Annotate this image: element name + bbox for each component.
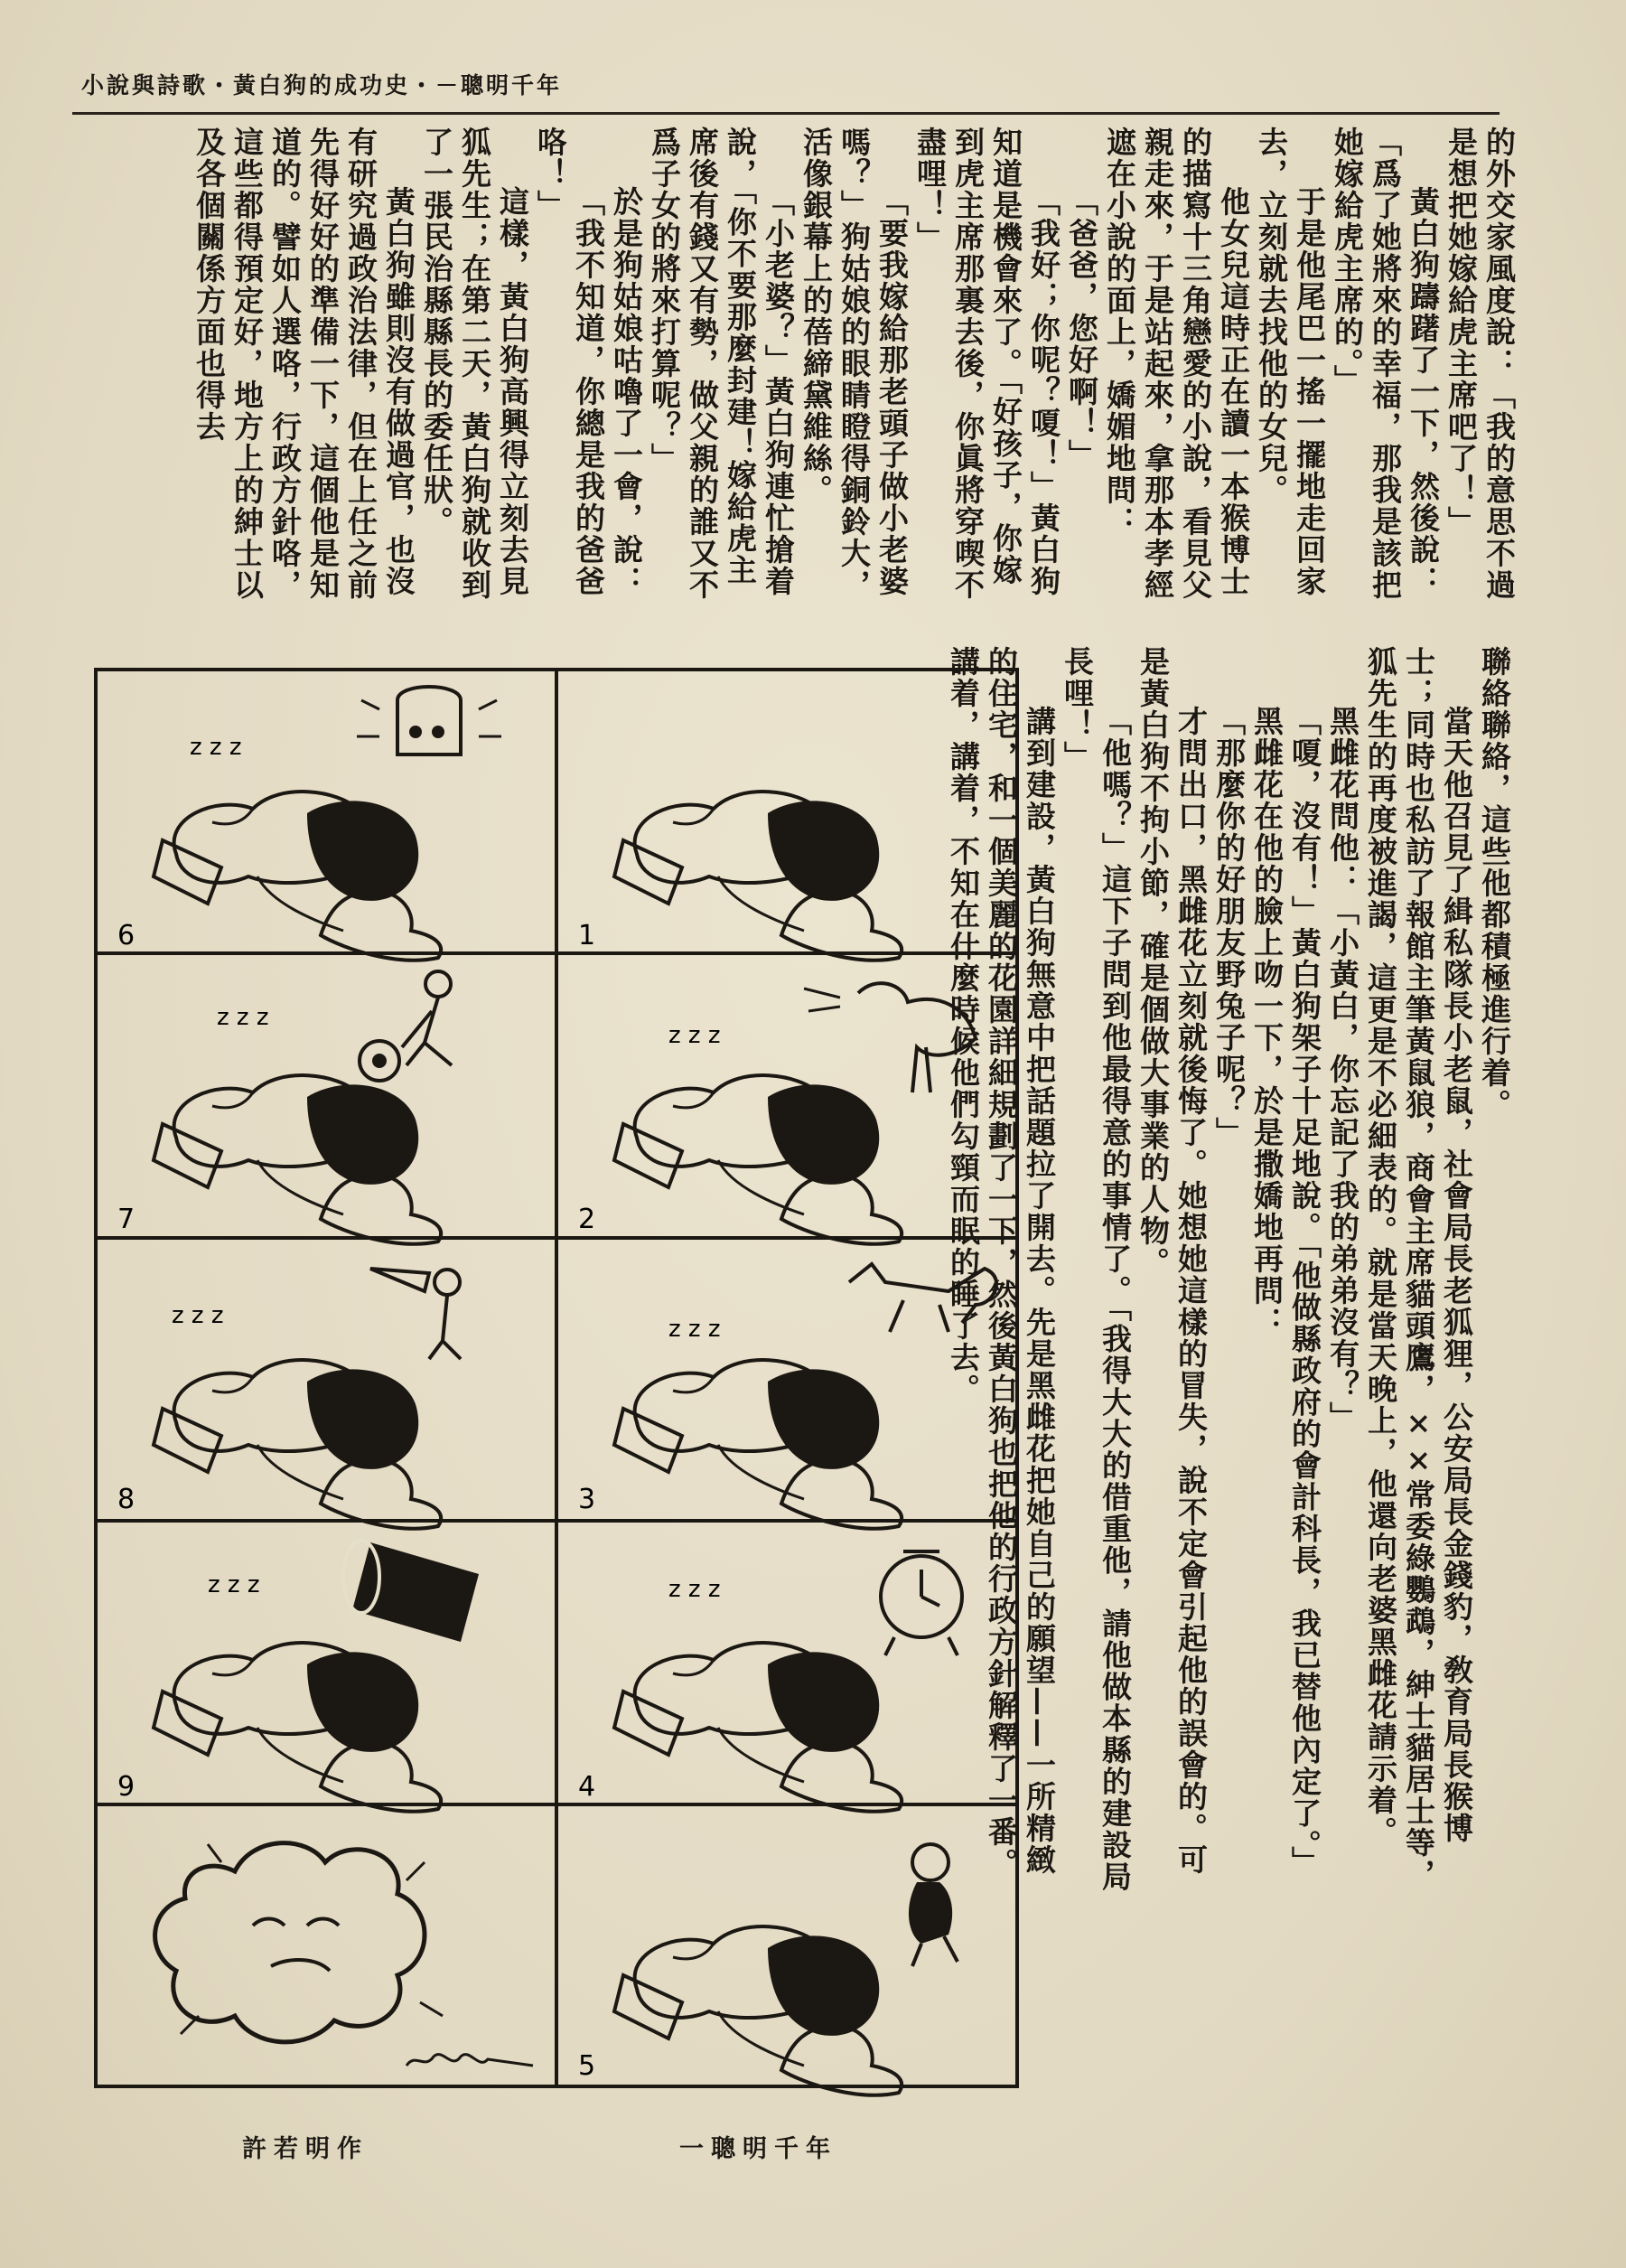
comic-panel-2	[578, 983, 976, 1244]
snore-text: z z z	[208, 1571, 260, 1598]
paragraph: 「我好；你呢？嗄！」黃白狗知道是機會來了。「好孩子，你嫁到虎主席那裏去後，你眞將穿喫不盡哩！」	[912, 127, 1061, 601]
panel-number: 7	[117, 1204, 136, 1235]
snore-text: z z z	[172, 1302, 224, 1329]
footer-credit: 許若明作	[242, 2135, 369, 2163]
paragraph: 黃白狗雖則沒有做過官，也沒有研究過政治法律，但在上任之前先得好好的準備一下，這個他是知道的。譬如人選咯，行政方針咯，這些都得預定好，地方上的紳士以及各個關係方面也得去	[192, 127, 416, 601]
paragraph: 他女兒這時正在讀一本猴博士的描寫十三角戀愛的小說，看見父親走來，于是站起來，拿那本孝經遮在小說的面上，嬌媚地問：	[1102, 127, 1251, 601]
panel-number: 6	[117, 920, 136, 951]
paragraph: 「嗄，沒有！」黃白狗架子十足地說。「他做縣政府的會計科長，我已替他內定了。」	[1287, 706, 1322, 1878]
comic-strip	[90, 664, 1023, 2092]
paragraph: 于是他尾巴一搖一擺地走回家去，立刻就去找他的女兒。	[1254, 127, 1327, 597]
explosion-icon	[155, 1843, 425, 2042]
comic-panel-4	[578, 1551, 962, 1812]
snore-text: z z z	[668, 1316, 721, 1343]
paragraph: 這樣，黃白狗高興得立刻去見狐先生；在第二天，黃白狗就收到了一張民治縣縣長的委任狀。	[419, 127, 530, 601]
snore-text: z z z	[217, 1004, 269, 1031]
paragraph: 才問出口，黑雌花立刻就後悔了。她想她這樣的冒失，說不定會引起他的誤會的。可是黃白狗不拘小節，確是個做大事業的人物。	[1135, 646, 1209, 1876]
comic-panel-8	[117, 1269, 461, 1529]
paragraph: 當天他召見了緝私隊長小老鼠，社會局長老狐狸，公安局長金錢豹，敎育局長猴博士；同時也私訪了報館主筆黃鼠狼，商會主席貓頭鷹，××常委綠鸚鵡，紳士貓居士等，狐先生的再度被進謁，這更是不必細表的。就是當天晚上，他還向老婆黑雌花請示着。	[1363, 646, 1474, 1890]
snore-text: z z z	[190, 734, 242, 761]
dog-icon	[849, 1264, 996, 1332]
comic-panel-9	[117, 1541, 479, 1812]
snore-text: z z z	[668, 1576, 721, 1603]
cannon-icon	[343, 1541, 479, 1642]
panel-number: 2	[578, 1204, 596, 1235]
right-text-column	[946, 646, 1513, 1907]
comic-panel-5	[578, 1844, 958, 2095]
trumpet-icon	[370, 1269, 461, 1359]
radio-icon	[357, 687, 501, 754]
comic-panel-3	[578, 1264, 996, 1529]
signature-mark	[397, 2055, 533, 2080]
gong-icon	[360, 971, 452, 1081]
comic-panel-6	[117, 687, 501, 961]
paragraph: 「要我嫁給那老頭子做小老婆嗎？」狗姑娘的眼睛瞪得銅鈴大，活像銀幕上的蓓締黛維絲。	[799, 127, 910, 601]
paragraph: 「那麼你的好朋友野兔子呢？」	[1211, 706, 1247, 1148]
alarm-clock-icon	[881, 1551, 962, 1655]
panel-number: 4	[578, 1771, 596, 1803]
paragraph: 黃白狗躊躇了一下，然後說：「爲了她將來的幸福，那我是該把她嫁給虎主席的。」	[1330, 127, 1441, 601]
paragraph: 「小老婆？」黃白狗連忙搶着說，「你不要那麼封建！嫁給虎主席後有錢又有勢，做父親的誰又不爲子女的將來打算呢？」	[647, 127, 796, 601]
paragraph: 「爸爸，您好啊！」	[1064, 186, 1099, 471]
comic-panel-1	[578, 792, 902, 961]
header-left: 小說與詩歌・黃白狗的成功史・	[81, 72, 436, 98]
header-right: －聰明千年	[435, 72, 563, 98]
panel-number: 5	[578, 2050, 596, 2082]
signature-text: sketch signature	[397, 2079, 406, 2080]
comic-panel-10	[155, 1843, 533, 2080]
panel-number: 9	[117, 1771, 136, 1803]
paragraph: 於是狗姑娘咕嚕了一會，說：	[609, 186, 644, 597]
top-text-column	[108, 127, 1518, 614]
paragraph: 黑雌花在他的臉上吻一下，於是撒嬌地再問：	[1249, 706, 1285, 1338]
panel-number: 8	[117, 1484, 136, 1515]
paragraph: 黑雌花問他：「小黃白，你忘記了我的弟弟沒有？」	[1325, 706, 1360, 1433]
footer-title: 一聰明千年	[679, 2135, 837, 2163]
panel-number: 1	[578, 920, 596, 951]
boy-icon	[909, 1844, 958, 1966]
running-header	[81, 70, 1463, 101]
paragraph: 講到建設，黃白狗無意中把話題拉了開去。先是黑雌花把她自己的願望——一所精緻的住宅，和一個美麗的花園詳細規劃了一下，然後黃白狗也把他的行政方針解釋了一番。講着，講着，不知在什麼時候他們勾頸而眠的睡了去。	[946, 646, 1057, 1879]
paragraph: 「他嗎？」這下子問到他最得意的事情了。「我得大大的借重他，請他做本縣的建設局長哩！」	[1060, 646, 1133, 1893]
rooster-icon	[858, 983, 976, 1092]
panel-number: 3	[578, 1484, 596, 1515]
snore-text: z z z	[668, 1022, 721, 1049]
header-divider	[72, 112, 1500, 115]
paragraph: 「我不知道，你總是我的爸爸咯！」	[533, 127, 606, 597]
comic-panel-7	[117, 971, 452, 1244]
paragraph: 的外交家風度說：「我的意思不過是想把她嫁給虎主席吧了！」	[1444, 127, 1517, 601]
paragraph: 聯絡聯絡，這些他都積極進行着。	[1477, 646, 1512, 1120]
